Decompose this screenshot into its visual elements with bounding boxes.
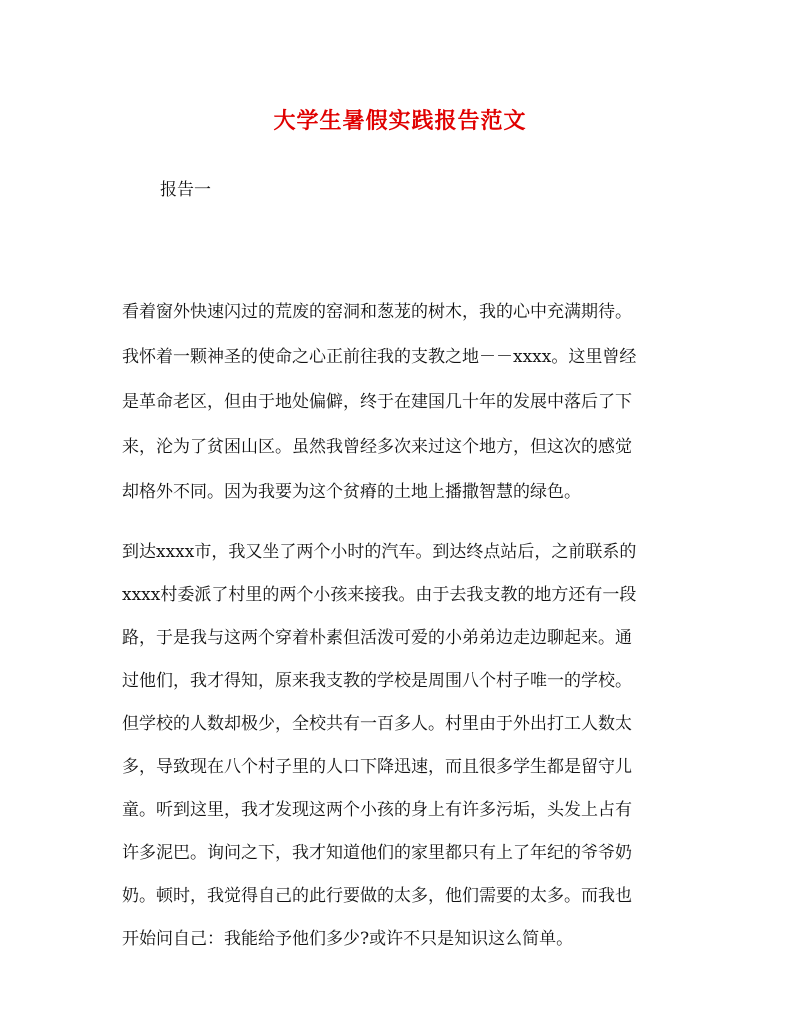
paragraph-line: 是革命老区，但由于地处偏僻，终于在建国几十年的发展中落后了下 bbox=[122, 392, 632, 412]
report-subheading: 报告一 bbox=[160, 180, 211, 200]
paragraph-line: 许多泥巴。询问之下，我才知道他们的家里都只有上了年纪的爷爷奶 bbox=[122, 843, 632, 863]
paragraph-line: 童。听到这里，我才发现这两个小孩的身上有许多污垢，头发上占有 bbox=[122, 800, 632, 820]
paragraph-line: 来，沦为了贫困山区。虽然我曾经多次来过这个地方，但这次的感觉 bbox=[122, 437, 632, 457]
document-title: 大学生暑假实践报告范文 bbox=[273, 108, 527, 134]
paragraph-line: 但学校的人数却极少，全校共有一百多人。村里由于外出打工人数太 bbox=[122, 714, 632, 734]
paragraph-line: xxxx村委派了村里的两个小孩来接我。由于去我支教的地方还有一段 bbox=[122, 585, 637, 605]
paragraph-line: 却格外不同。因为我要为这个贫瘠的土地上播撒智慧的绿色。 bbox=[122, 482, 581, 502]
paragraph-line: 我怀着一颗神圣的使命之心正前往我的支教之地－－xxxx。这里曾经 bbox=[122, 347, 637, 367]
paragraph-line: 到达xxxx市，我又坐了两个小时的汽车。到达终点站后，之前联系的 bbox=[122, 542, 637, 562]
paragraph-line: 开始问自己：我能给予他们多少?或许不只是知识这么简单。 bbox=[122, 929, 574, 949]
paragraph-line: 路，于是我与这两个穿着朴素但活泼可爱的小弟弟边走边聊起来。通 bbox=[122, 628, 632, 648]
paragraph-line: 奶。顿时，我觉得自己的此行要做的太多，他们需要的太多。而我也 bbox=[122, 886, 632, 906]
paragraph-line: 看着窗外快速闪过的荒废的窑洞和葱茏的树木，我的心中充满期待。 bbox=[122, 302, 632, 322]
paragraph-line: 过他们，我才得知，原来我支教的学校是周围八个村子唯一的学校。 bbox=[122, 671, 632, 691]
paragraph-line: 多，导致现在八个村子里的人口下降迅速，而且很多学生都是留守儿 bbox=[122, 757, 632, 777]
